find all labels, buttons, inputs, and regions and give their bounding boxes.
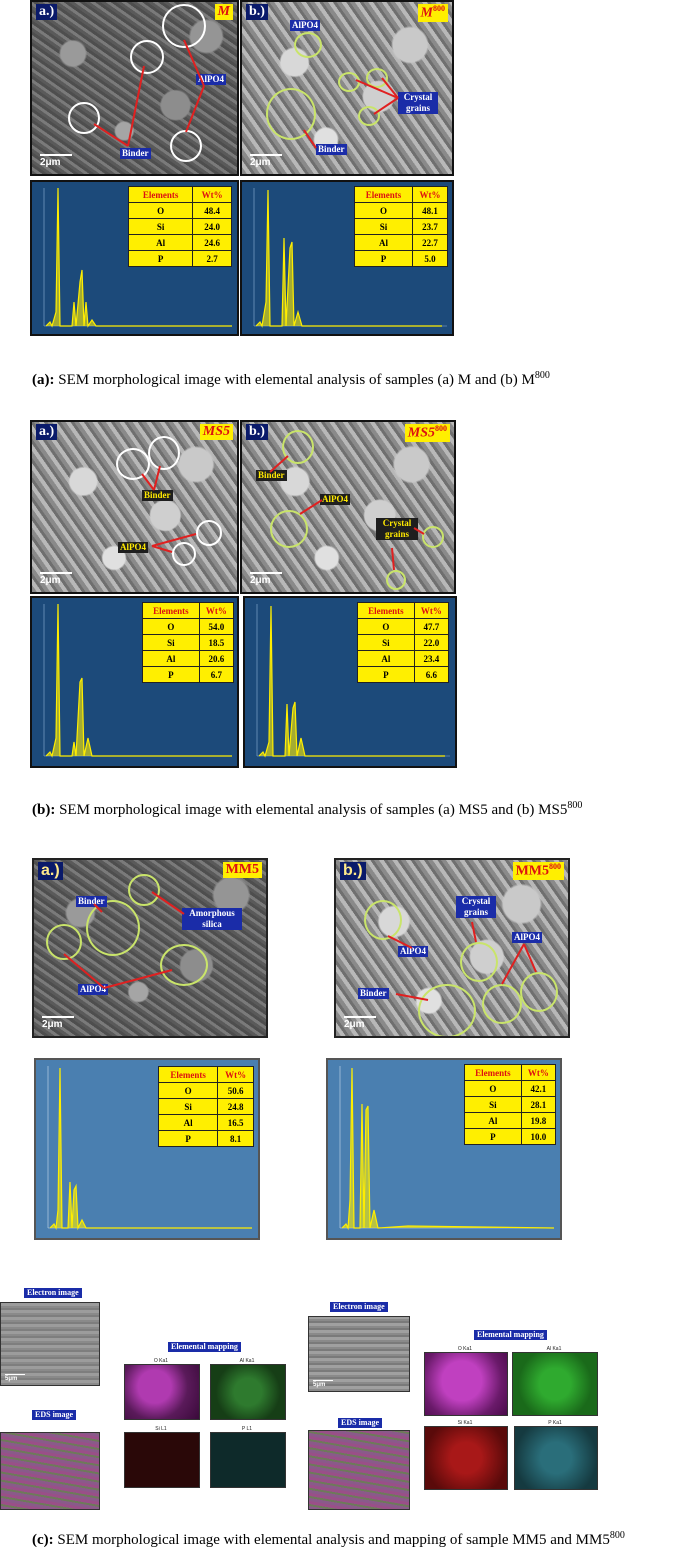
panel-label: a.): [38, 862, 63, 880]
crystal-grains-tag: Crystal grains: [456, 896, 496, 918]
alpo4-tag: AlPO4: [292, 20, 318, 30]
eds-spectrum-mm5: [34, 1058, 260, 1240]
p-map: [514, 1426, 598, 1490]
electron-image: 5μm: [0, 1302, 100, 1386]
sem-image-mm5: [32, 858, 268, 1038]
sem-image-m: [30, 0, 239, 176]
scale-bar: 2μm: [250, 572, 282, 586]
binder-tag: Binder: [258, 470, 285, 480]
binder-tag: Binder: [360, 988, 387, 998]
figure-caption-c: (c): SEM morphological image with elemental analysis and mapping of sample MM5 and $MM5^{800}$: [32, 1530, 625, 1548]
sample-name: M: [215, 4, 233, 20]
elements-table: Elements Wt% O 50.6 Si 24.8 Al 16.5 P 8.1: [158, 1066, 254, 1147]
electron-image-label: Electron image: [24, 1288, 82, 1298]
scale-bar: 2μm: [250, 154, 282, 168]
binder-tag: Binder: [122, 148, 149, 158]
elements-table: Elements Wt% O 48.4 Si 24.0 Al 24.6 P 2.7: [128, 186, 232, 267]
sem-image-mm5-800: [334, 858, 570, 1038]
sem-image-m800: [240, 0, 454, 176]
scale-bar: 2μm: [344, 1016, 376, 1030]
elements-table: Elements Wt% O 54.0 Si 18.5 Al 20.6 P 6.7: [142, 602, 234, 683]
scale-bar: 2μm: [40, 572, 72, 586]
scale-bar: 2μm: [42, 1016, 74, 1030]
alpo4-tag: AlPO4: [514, 932, 540, 942]
alpo4-tag: AlPO4: [400, 946, 426, 956]
annotation-arrows: [32, 2, 237, 174]
eds-spectrum-ms5-800: [243, 596, 457, 768]
figure-caption-a: (a): SEM morphological image with elemental analysis of samples (a) M and (b) $M^{800}$: [32, 370, 550, 388]
elements-table: Elements Wt% O 47.7 Si 22.0 Al 23.4 P 6.6: [357, 602, 449, 683]
sample-name: $M^{800}$: [418, 4, 448, 22]
panel-label: b.): [246, 4, 268, 20]
annotation-arrows: [242, 2, 452, 174]
binder-tag: Binder: [318, 144, 345, 154]
eds-image-label: EDS image: [338, 1418, 382, 1428]
elemental-mapping-label: Elemental mapping: [168, 1342, 241, 1352]
alpo4-tag: AlPO4: [322, 494, 348, 504]
sample-name: $MM5^{800}$: [513, 862, 564, 880]
elements-table: Elements Wt% O 48.1 Si 23.7 Al 22.7 P 5.0: [354, 186, 448, 267]
figure-caption-b: (b): SEM morphological image with elemental analysis of samples (a) MS5 and (b) $MS5^{800}$: [32, 800, 583, 818]
binder-tag: Binder: [144, 490, 171, 500]
annotation-arrows: [242, 422, 454, 592]
alpo4-tag: AlPO4: [120, 542, 146, 552]
sem-image-ms5: [30, 420, 239, 594]
o-map: [124, 1364, 200, 1420]
o-map: [424, 1352, 508, 1416]
sample-name: MM5: [223, 862, 262, 878]
eds-spectrum-ms5: [30, 596, 239, 768]
panel-label: b.): [340, 862, 366, 880]
panel-label: b.): [246, 424, 268, 440]
eds-image-label: EDS image: [32, 1410, 76, 1420]
eds-spectrum-m800: [240, 180, 454, 336]
al-map: [210, 1364, 286, 1420]
sample-name: MS5: [200, 424, 233, 440]
elements-table: Elements Wt% O 42.1 Si 28.1 Al 19.8 P 10.0: [464, 1064, 556, 1145]
crystal-grains-tag: Crystal grains: [398, 92, 438, 114]
p-map: [210, 1432, 286, 1488]
si-map: [124, 1432, 200, 1488]
eds-spectrum-mm5-800: [326, 1058, 562, 1240]
sample-name: $MS5^{800}$: [405, 424, 450, 442]
eds-image: [0, 1432, 100, 1510]
al-map: [512, 1352, 598, 1416]
crystal-grains-tag: Crystal grains: [376, 518, 418, 540]
eds-spectrum-m: [30, 180, 239, 336]
scale-bar: 2μm: [40, 154, 72, 168]
eds-image: [308, 1430, 410, 1510]
electron-image-label: Electron image: [330, 1302, 388, 1312]
si-map: [424, 1426, 508, 1490]
annotation-arrows: [34, 860, 266, 1036]
panel-label: a.): [36, 424, 57, 440]
electron-image: 5μm: [308, 1316, 410, 1392]
elemental-mapping-label: Elemental mapping: [474, 1330, 547, 1340]
alpo4-tag: AlPO4: [80, 984, 106, 994]
panel-label: a.): [36, 4, 57, 20]
binder-tag: Binder: [78, 896, 105, 906]
alpo4-tag: AlPO4: [198, 74, 224, 84]
annotation-arrows: [336, 860, 568, 1036]
sem-image-ms5-800: [240, 420, 456, 594]
amorphous-silica-tag: Amorphous silica: [182, 908, 242, 930]
annotation-arrows: [32, 422, 237, 592]
